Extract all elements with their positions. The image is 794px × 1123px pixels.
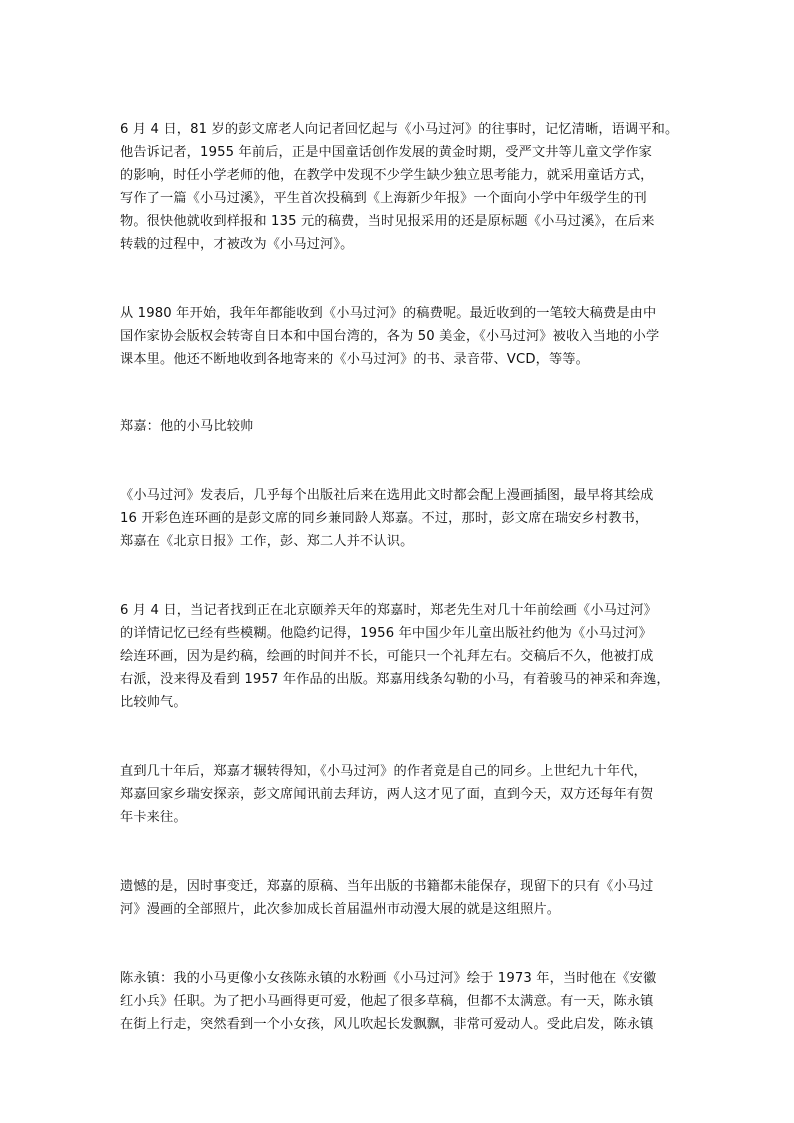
paragraph-illustrations <box>120 484 690 553</box>
text-line: 6 月 4 日，81 岁的彭文席老人向记者回忆起与《小马过河》的往事时，记忆清晰，语调平和。 <box>120 122 679 137</box>
paragraph-zheng-jia-memory <box>120 599 690 714</box>
text-line: 《小马过河》发表后，几乎每个出版社后来在选用此文时都会配上漫画插图，最早将其绘成 <box>120 488 654 503</box>
paragraph-spacer <box>120 921 690 967</box>
text-line: 的影响，时任小学老师的他，在教学中发现不少学生缺少独立思考能力，就采用童话方式， <box>120 168 654 183</box>
text-line: 的详情记忆已经有些模糊。他隐约记得，1956 年中国少年儿童出版社约他为《小马过河》 <box>120 626 652 641</box>
paragraph-spacer <box>120 553 690 599</box>
document-page <box>120 118 690 1036</box>
text-line: 比较帅气。 <box>120 695 187 710</box>
text-line: 右派，没来得及看到 1957 年作品的出版。郑嘉用线条勾勒的小马，有着骏马的神采和奔逸， <box>120 672 670 687</box>
text-line: 写作了一篇《小马过溪》，平生首次投稿到《上海新少年报》一个面向小学中年级学生的刊 <box>120 191 647 206</box>
text-line: 从 1980 年开始，我年年都能收到《小马过河》的稿费呢。最近收到的一笔较大稿费是由中 <box>120 306 657 321</box>
paragraph-spacer <box>120 714 690 760</box>
text-line: 郑嘉在《北京日报》工作，彭、郑二人并不认识。 <box>120 534 414 549</box>
text-line: 绘连环画，因为是约稿，绘画的时间并不长，可能只一个礼拜左右。交稿后不久，他被打成 <box>120 649 654 664</box>
text-line: 他告诉记者，1955 年前后，正是中国童话创作发展的黄金时期，受严文井等儿童文学作家 <box>120 145 652 160</box>
paragraph-chen-yongzhen <box>120 967 690 1036</box>
text-line: 郑嘉：他的小马比较帅 <box>120 419 254 434</box>
text-line: 课本里。他还不断地收到各地寄来的《小马过河》的书、录音带、VCD，等等。 <box>120 352 589 367</box>
text-line: 遗憾的是，因时事变迁，郑嘉的原稿、当年出版的书籍都未能保存，现留下的只有《小马过 <box>120 879 654 894</box>
paragraph-spacer <box>120 829 690 875</box>
text-line: 16 开彩色连环画的是彭文席的同乡兼同龄人郑嘉。不过，那时，彭文席在瑞安乡村教书， <box>120 511 649 526</box>
paragraph-spacer <box>120 256 690 302</box>
paragraph-spacer <box>120 438 690 484</box>
text-line: 直到几十年后，郑嘉才辗转得知，《小马过河》的作者竟是自己的同乡。上世纪九十年代， <box>120 764 647 779</box>
paragraph-interview-recollection <box>120 118 690 256</box>
text-line: 郑嘉回家乡瑞安探亲，彭文席闻讯前去拜访，两人这才见了面，直到今天，双方还每年有贺 <box>120 787 654 802</box>
text-line: 6 月 4 日，当记者找到正在北京颐养天年的郑嘉时，郑老先生对几十年前绘画《小马过河》 <box>120 603 657 618</box>
section-heading-zheng-jia <box>120 415 690 438</box>
paragraph-royalties <box>120 302 690 371</box>
paragraph-meeting <box>120 760 690 829</box>
text-line: 年卡来往。 <box>120 810 187 825</box>
text-line: 国作家协会版权会转寄自日本和中国台湾的，各为 50 美金，《小马过河》被收入当地的小学 <box>120 329 660 344</box>
text-line: 在街上行走，突然看到一个小女孩，风儿吹起长发飘飘，非常可爱动人。受此启发，陈永镇 <box>120 1017 654 1032</box>
paragraph-photos <box>120 875 690 921</box>
text-line: 河》漫画的全部照片，此次参加成长首届温州市动漫大展的就是这组照片。 <box>120 902 561 917</box>
paragraph-spacer <box>120 371 690 415</box>
text-line: 陈永镇：我的小马更像小女孩陈永镇的水粉画《小马过河》绘于 1973 年，当时他在《安徽 <box>120 971 657 986</box>
text-line: 转载的过程中，才被改为《小马过河》。 <box>120 237 354 252</box>
text-line: 红小兵》任职。为了把小马画得更可爱，他起了很多草稿，但都不太满意。有一天，陈永镇 <box>120 994 654 1009</box>
text-line: 物。很快他就收到样报和 135 元的稿费，当时见报采用的还是原标题《小马过溪》，在后来 <box>120 214 655 229</box>
